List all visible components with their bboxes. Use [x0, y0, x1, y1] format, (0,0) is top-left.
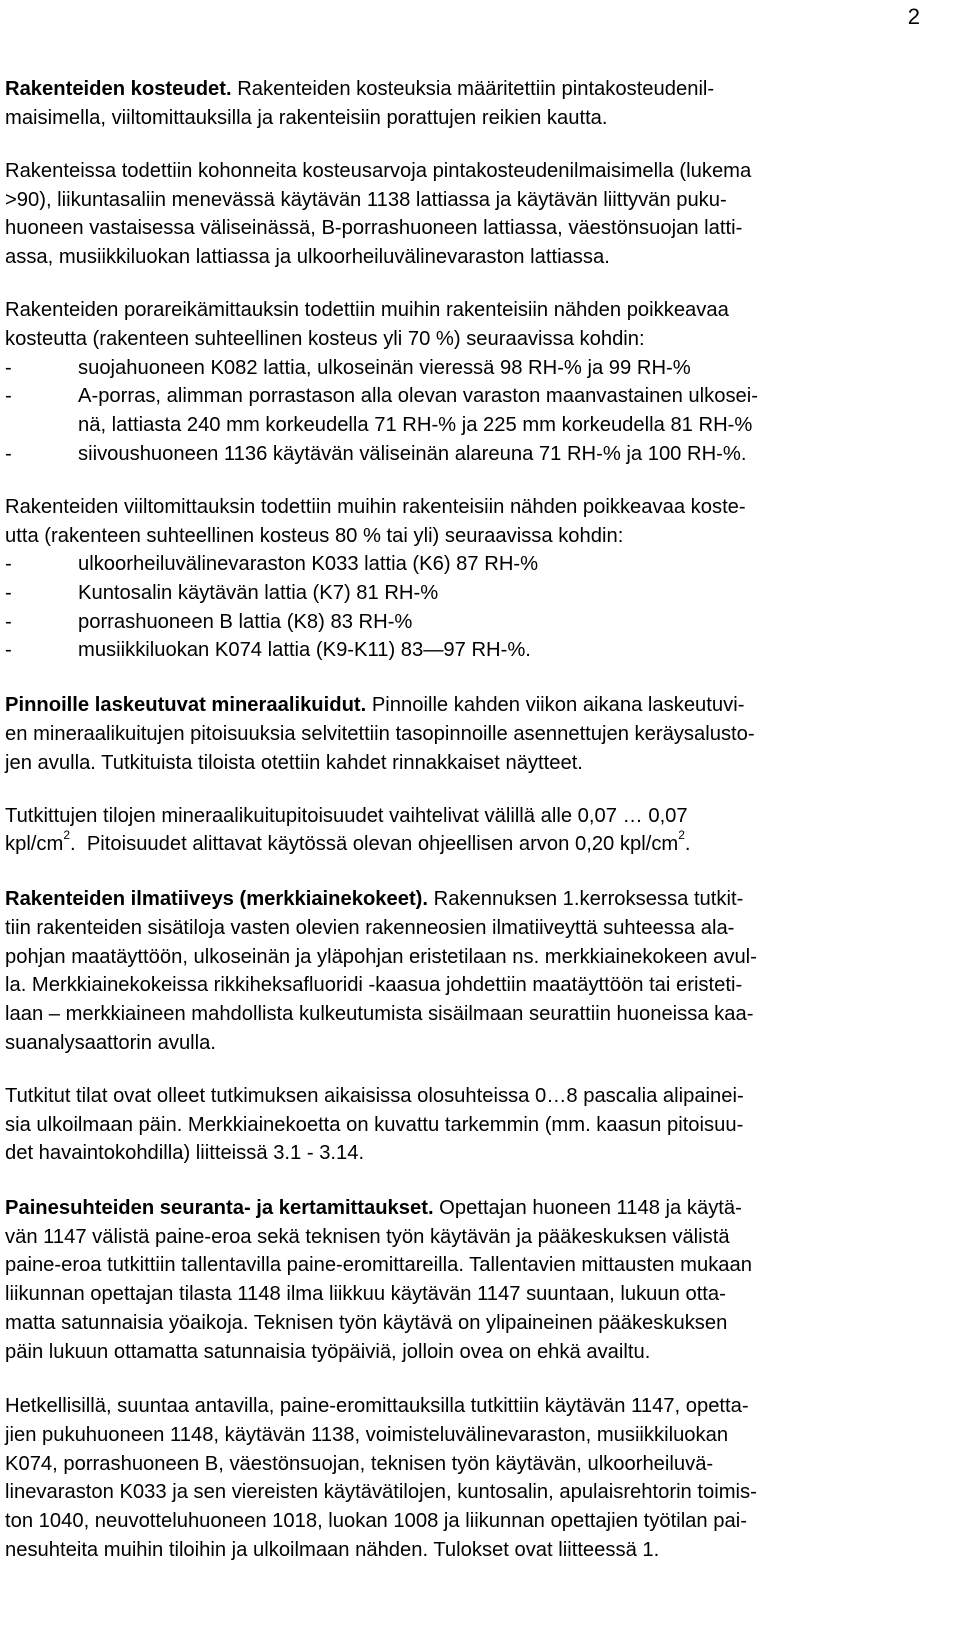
paragraph-line: linevaraston K033 ja sen viereisten käytävätilojen, kuntosalin, apulaisrehtorin toimis-: [5, 1481, 757, 1504]
paragraph-line: kosteutta (rakenteen suhteellinen kosteus yli 70 %) seuraavissa kohdin:: [5, 327, 645, 350]
paragraph-line: Rakenteiden ilmatiiveys (merkkiainekokeet). Rakennuksen 1.kerroksessa tutkit-: [5, 888, 744, 911]
list-item-continuation: nä, lattiasta 240 mm korkeudella 71 RH-% ja 225 mm korkeudella 81 RH-%: [78, 414, 753, 437]
paragraph-moisture-intro-line-1: Rakenteiden kosteudet. Rakenteiden kosteuksia määritettiin pintakosteudenil-: [5, 78, 715, 100]
list-item: - A-porras, alimman porrastason alla olevan varaston maanvastainen ulkosei-: [5, 382, 917, 411]
paragraph-line: K074, porrashuoneen B, väestönsuojan, teknisen työn käytävän, ulkoorheiluvä-: [5, 1452, 714, 1475]
heading-pressure: Painesuhteiden seuranta- ja kertamittaukset.: [5, 1197, 434, 1219]
paragraph-line: ton 1040, neuvotteluhuoneen 1018, luokan 1008 ja liikunnan opettajien työtilan pai-: [5, 1510, 747, 1533]
paragraph-line: Rakenteiden viiltomittauksin todettiin muihin rakenteisiin nähden poikkeavaa koste-: [5, 495, 746, 518]
paragraph-line: Painesuhteiden seuranta- ja kertamittaukset. Opettajan huoneen 1148 ja käytä-: [5, 1197, 742, 1219]
heading-mineral-fibres: Pinnoille laskeutuvat mineraalikuidut.: [5, 694, 367, 717]
list-dash: -: [5, 582, 12, 605]
list-dash: -: [5, 385, 12, 408]
list-dash: -: [5, 553, 12, 576]
list-item: - Kuntosalin käytävän lattia (K7) 81 RH-%: [5, 579, 917, 608]
paragraph-line: tiin rakenteiden sisätiloja vasten olevien rakenneosien ilmatiiveyttä suhteessa ala-: [5, 916, 735, 939]
list-dash: -: [5, 356, 12, 379]
paragraph-line: laan – merkkiaineen mahdollista kulkeutumista sisäilmaan seurattiin huoneissa kaa-: [5, 1002, 754, 1025]
paragraph-line: sia ulkoilmaan päin. Merkkiainekoetta on kuvattu tarkemmin (mm. kaasun pitoisuu-: [5, 1113, 744, 1136]
paragraph-line: suanalysaattorin avulla.: [5, 1031, 216, 1054]
paragraph-line: paine-eroa tutkittiin tallentavilla paine-eromittareilla. Tallentavien mittausten mukaan: [5, 1254, 752, 1277]
paragraph-line: Tutkitut tilat ovat olleet tutkimuksen aikaisissa olosuhteissa 0…8 pascalia alipainei-: [5, 1084, 744, 1107]
paragraph-line: nesuhteita muihin tiloihin ja ulkoilmaan nähden. Tulokset ovat liitteessä 1.: [5, 1538, 660, 1561]
paragraph-line: huoneen vastaisessa väliseinässä, B-porrashuoneen lattiassa, väestönsuojan latti-: [5, 217, 743, 240]
list-dash: -: [5, 639, 12, 662]
paragraph-line: Rakenteissa todettiin kohonneita kosteusarvoja pintakosteudenilmaisimella (lukema: [5, 159, 752, 182]
paragraph-line: >90), liikuntasaliin menevässä käytävän 1138 lattiassa ja käytävän liittyvän puku-: [5, 188, 727, 211]
list-item: - siivoushuoneen 1136 käytävän väliseinän alareuna 71 RH-% ja 100 RH-%.: [5, 440, 917, 469]
paragraph-line: päin lukuun ottamatta satunnaisia työpäiviä, jolloin ovea on ehkä availtu.: [5, 1340, 651, 1363]
paragraph-moisture-intro-line-2: maisimella, viiltomittauksilla ja rakenteisiin porattujen reikien kautta.: [5, 106, 608, 129]
paragraph-line: la. Merkkiainekokeissa rikkiheksafluoridi -kaasua johdettiin maatäyttöön tai eristeti-: [5, 974, 743, 997]
paragraph-line: matta satunnaisia yöaikoja. Teknisen työn käytävä on ylipaineinen pääkeskuksen: [5, 1311, 728, 1334]
paragraph-line: Rakenteiden porareikämittauksin todettiin muihin rakenteisiin nähden poikkeavaa: [5, 299, 729, 322]
paragraph-line: jen avulla. Tutkituista tiloista otettiin kahdet rinnakkaiset näytteet.: [5, 751, 583, 774]
list-item: - suojahuoneen K082 lattia, ulkoseinän vieressä 98 RH-% ja 99 RH-%: [5, 354, 917, 383]
paragraph-line: Pinnoille laskeutuvat mineraalikuidut. Pinnoille kahden viikon aikana laskeutuvi-: [5, 694, 745, 717]
paragraph-line: liikunnan opettajan tilasta 1148 ilma liikkuu käytävän 1147 suuntaan, lukuun otta-: [5, 1283, 726, 1306]
paragraph-line: Tutkittujen tilojen mineraalikuitupitoisuudet vaihtelivat välillä alle 0,07 … 0,07: [5, 804, 688, 827]
paragraph-line: jien pukuhuoneen 1148, käytävän 1138, voimisteluvälinevaraston, musiikkiluokan: [5, 1423, 729, 1446]
heading-air-tightness: Rakenteiden ilmatiiveys (merkkiainekokeet).: [5, 888, 429, 911]
paragraph-line: det havaintokohdilla) liitteissä 3.1 - 3.14.: [5, 1142, 365, 1165]
list-dash: -: [5, 442, 12, 465]
list-item: - musiikkiluokan K074 lattia (K9-K11) 83—97 RH-%.: [5, 636, 917, 665]
superscript: 2: [678, 828, 685, 843]
superscript: 2: [63, 828, 71, 843]
paragraph-line: assa, musiikkiluokan lattiassa ja ulkoorheiluvälinevaraston lattiassa.: [5, 246, 610, 269]
document-body: [5, 75, 917, 1564]
list-item: - ulkoorheiluvälinevaraston K033 lattia (K6) 87 RH-%: [5, 550, 917, 579]
list-item: - porrashuoneen B lattia (K8) 83 RH-%: [5, 608, 917, 637]
paragraph-line: Hetkellisillä, suuntaa antavilla, paine-eromittauksilla tutkittiin käytävän 1147, opetta-: [5, 1395, 749, 1418]
list-dash: -: [5, 610, 12, 633]
page-number: 2: [907, 4, 920, 29]
paragraph-line: en mineraalikuitujen pitoisuuksia selvitettiin tasopinnoille asennettujen keräysalusto-: [5, 722, 755, 745]
paragraph-line: vän 1147 välistä paine-eroa sekä teknisen työn käytävän ja pääkeskuksen välistä: [5, 1225, 730, 1248]
paragraph-line: utta (rakenteen suhteellinen kosteus 80 % tai yli) seuraavissa kohdin:: [5, 524, 624, 547]
paragraph-line: pohjan maatäyttöön, ulkoseinän ja yläpohjan eristetilaan ns. merkkiainekokeen avul-: [5, 945, 757, 968]
paragraph-line: kpl/$cm^2$. Pitoisuudet alittavat käytössä olevan ohjeellisen arvon 0,20 kpl/$cm^2$.: [5, 828, 691, 856]
heading-moisture: Rakenteiden kosteudet.: [5, 78, 232, 100]
